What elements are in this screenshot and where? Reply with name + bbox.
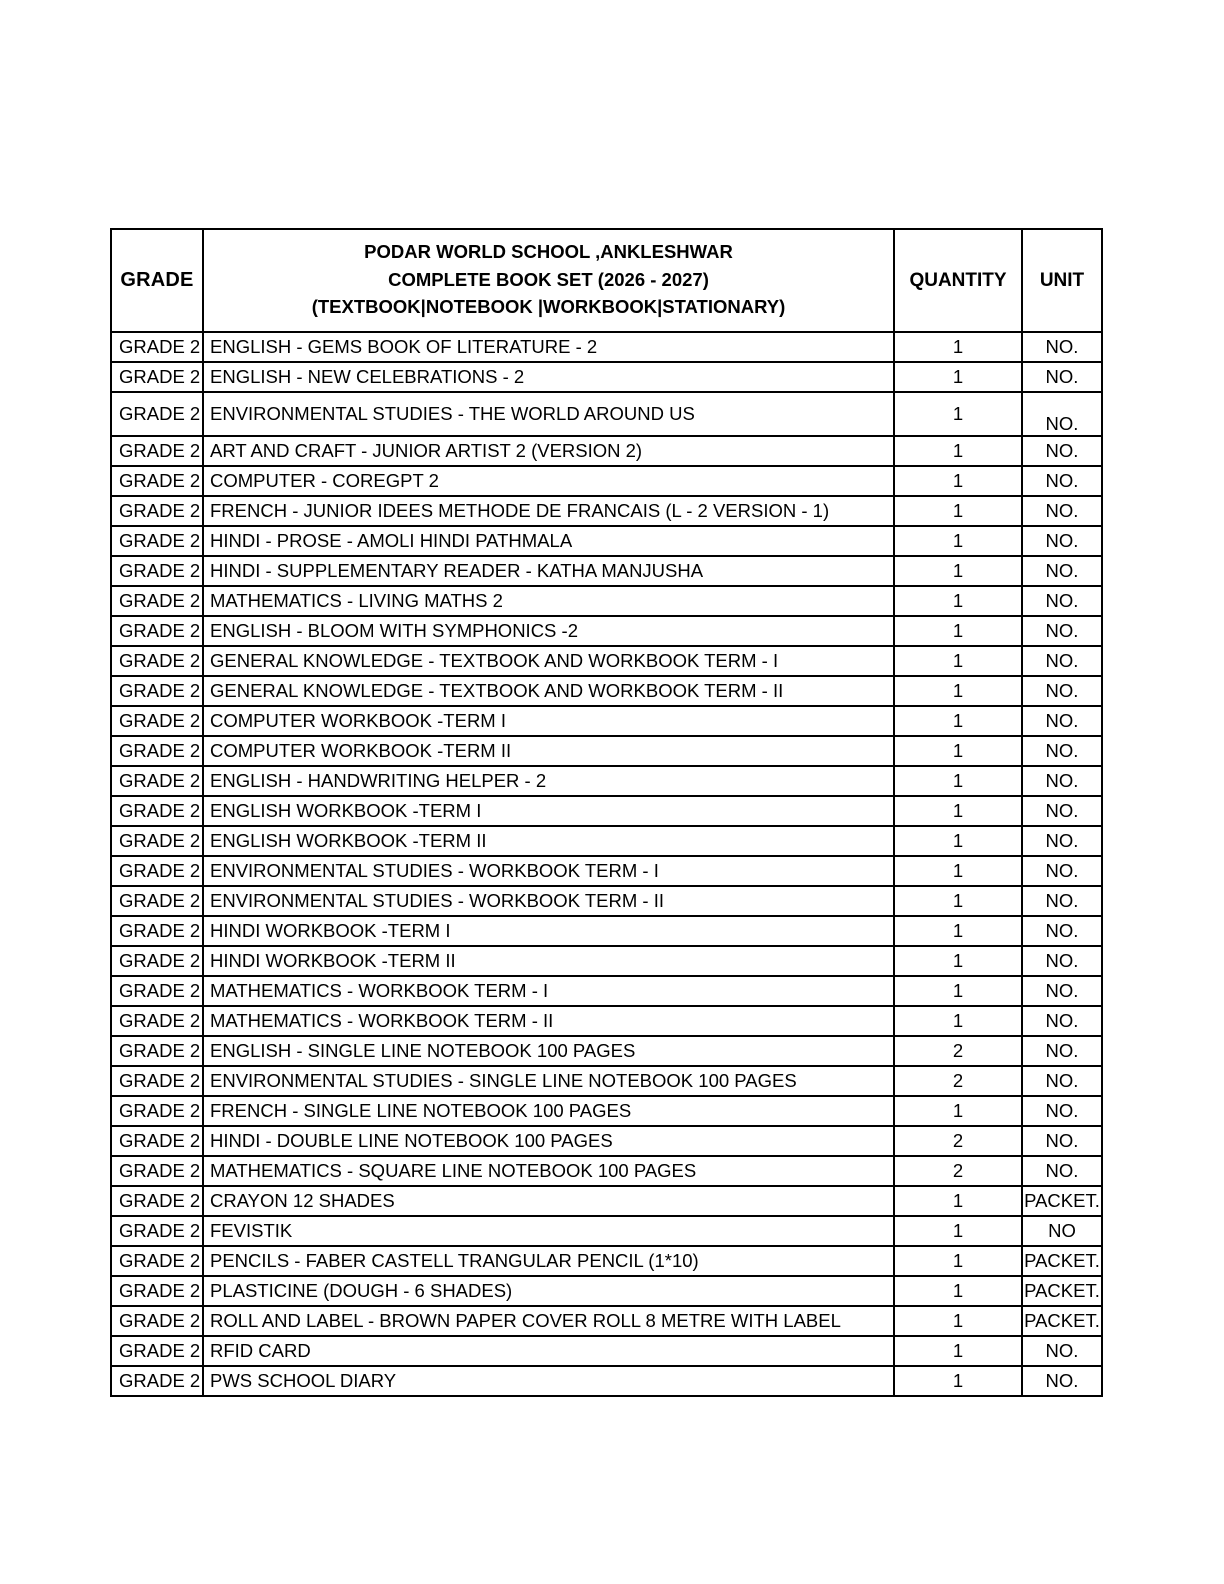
cell-grade: GRADE 2 (111, 1336, 203, 1366)
cell-description: FRENCH - JUNIOR IDEES METHODE DE FRANCAIS (L - 2 VERSION - 1) (203, 496, 894, 526)
cell-grade: GRADE 2 (111, 1126, 203, 1156)
cell-description: CRAYON 12 SHADES (203, 1186, 894, 1216)
cell-unit: NO. (1022, 706, 1102, 736)
table-row (111, 526, 1102, 556)
cell-quantity: 1 (894, 586, 1022, 616)
cell-unit: NO. (1022, 362, 1102, 392)
cell-quantity: 1 (894, 496, 1022, 526)
cell-grade: GRADE 2 (111, 332, 203, 362)
cell-grade: GRADE 2 (111, 1216, 203, 1246)
cell-unit: NO. (1022, 826, 1102, 856)
table-row (111, 1156, 1102, 1186)
cell-unit: PACKET. (1022, 1246, 1102, 1276)
table-row (111, 362, 1102, 392)
cell-unit: NO. (1022, 1006, 1102, 1036)
cell-description: PWS SCHOOL DIARY (203, 1366, 894, 1396)
cell-description: HINDI WORKBOOK -TERM II (203, 946, 894, 976)
cell-grade: GRADE 2 (111, 586, 203, 616)
cell-unit: NO. (1022, 1036, 1102, 1066)
cell-quantity: 1 (894, 976, 1022, 1006)
cell-quantity: 2 (894, 1066, 1022, 1096)
table-row (111, 976, 1102, 1006)
table-row (111, 1246, 1102, 1276)
cell-description: HINDI - DOUBLE LINE NOTEBOOK 100 PAGES (203, 1126, 894, 1156)
cell-grade: GRADE 2 (111, 1246, 203, 1276)
cell-grade: GRADE 2 (111, 1006, 203, 1036)
cell-unit: NO. (1022, 332, 1102, 362)
cell-description: ENVIRONMENTAL STUDIES - WORKBOOK TERM - II (203, 886, 894, 916)
cell-description: ENGLISH - BLOOM WITH SYMPHONICS -2 (203, 616, 894, 646)
table-row (111, 676, 1102, 706)
cell-unit: NO. (1022, 392, 1102, 436)
cell-quantity: 2 (894, 1156, 1022, 1186)
cell-grade: GRADE 2 (111, 616, 203, 646)
cell-quantity: 1 (894, 826, 1022, 856)
table-row (111, 496, 1102, 526)
table-row (111, 1126, 1102, 1156)
cell-description: ENGLISH WORKBOOK -TERM I (203, 796, 894, 826)
cell-unit: NO. (1022, 1066, 1102, 1096)
table-row (111, 1216, 1102, 1246)
cell-grade: GRADE 2 (111, 496, 203, 526)
cell-quantity: 1 (894, 556, 1022, 586)
cell-description: COMPUTER WORKBOOK -TERM I (203, 706, 894, 736)
cell-quantity: 1 (894, 1006, 1022, 1036)
cell-grade: GRADE 2 (111, 556, 203, 586)
cell-description: ENGLISH - SINGLE LINE NOTEBOOK 100 PAGES (203, 1036, 894, 1066)
cell-description: ENGLISH - GEMS BOOK OF LITERATURE - 2 (203, 332, 894, 362)
cell-unit: NO. (1022, 556, 1102, 586)
cell-description: COMPUTER WORKBOOK -TERM II (203, 736, 894, 766)
cell-quantity: 1 (894, 1276, 1022, 1306)
table-row (111, 1306, 1102, 1336)
table-body (111, 332, 1102, 1396)
cell-description: ENVIRONMENTAL STUDIES - WORKBOOK TERM - I (203, 856, 894, 886)
cell-unit: NO. (1022, 586, 1102, 616)
table-row (111, 646, 1102, 676)
cell-description: HINDI - PROSE - AMOLI HINDI PATHMALA (203, 526, 894, 556)
cell-unit: NO. (1022, 496, 1102, 526)
cell-grade: GRADE 2 (111, 736, 203, 766)
school-name: PODAR WORLD SCHOOL ,ANKLESHWAR (364, 241, 733, 263)
cell-grade: GRADE 2 (111, 886, 203, 916)
cell-quantity: 1 (894, 856, 1022, 886)
table-row (111, 826, 1102, 856)
column-header-grade: GRADE (111, 229, 203, 332)
cell-unit: NO. (1022, 646, 1102, 676)
book-set-year: COMPLETE BOOK SET (2026 - 2027) (388, 268, 709, 290)
cell-description: HINDI WORKBOOK -TERM I (203, 916, 894, 946)
cell-quantity: 1 (894, 392, 1022, 436)
table-row (111, 1006, 1102, 1036)
table-row (111, 466, 1102, 496)
cell-unit: NO (1022, 1216, 1102, 1246)
table-row (111, 766, 1102, 796)
cell-description: ENGLISH WORKBOOK -TERM II (203, 826, 894, 856)
table-title-header (203, 229, 894, 332)
cell-description: MATHEMATICS - WORKBOOK TERM - II (203, 1006, 894, 1036)
table-row (111, 1096, 1102, 1126)
table-row (111, 916, 1102, 946)
cell-unit: NO. (1022, 1156, 1102, 1186)
cell-grade: GRADE 2 (111, 916, 203, 946)
table-row (111, 1336, 1102, 1366)
cell-description: ART AND CRAFT - JUNIOR ARTIST 2 (VERSION 2) (203, 436, 894, 466)
cell-unit: NO. (1022, 526, 1102, 556)
cell-unit: NO. (1022, 1366, 1102, 1396)
cell-grade: GRADE 2 (111, 1276, 203, 1306)
table-row (111, 706, 1102, 736)
table-row (111, 886, 1102, 916)
cell-grade: GRADE 2 (111, 466, 203, 496)
table-row (111, 586, 1102, 616)
cell-grade: GRADE 2 (111, 1066, 203, 1096)
cell-grade: GRADE 2 (111, 1306, 203, 1336)
cell-unit: PACKET. (1022, 1276, 1102, 1306)
cell-grade: GRADE 2 (111, 766, 203, 796)
cell-quantity: 2 (894, 1126, 1022, 1156)
cell-quantity: 1 (894, 466, 1022, 496)
cell-unit: NO. (1022, 736, 1102, 766)
cell-quantity: 2 (894, 1036, 1022, 1066)
cell-grade: GRADE 2 (111, 392, 203, 436)
book-set-table (110, 228, 1103, 1397)
table-row (111, 736, 1102, 766)
cell-quantity: 1 (894, 332, 1022, 362)
cell-quantity: 1 (894, 766, 1022, 796)
cell-unit: PACKET. (1022, 1186, 1102, 1216)
table-row (111, 436, 1102, 466)
table-header-row (111, 229, 1102, 332)
cell-quantity: 1 (894, 1096, 1022, 1126)
cell-unit: NO. (1022, 1096, 1102, 1126)
cell-description: MATHEMATICS - SQUARE LINE NOTEBOOK 100 PAGES (203, 1156, 894, 1186)
cell-unit: NO. (1022, 766, 1102, 796)
table-row (111, 392, 1102, 436)
cell-quantity: 1 (894, 1246, 1022, 1276)
table-row (111, 946, 1102, 976)
cell-unit: NO. (1022, 676, 1102, 706)
cell-quantity: 1 (894, 436, 1022, 466)
cell-description: RFID CARD (203, 1336, 894, 1366)
cell-description: ENGLISH - NEW CELEBRATIONS - 2 (203, 362, 894, 392)
book-set-categories: (TEXTBOOK|NOTEBOOK |WORKBOOK|STATIONARY) (311, 296, 786, 318)
cell-quantity: 1 (894, 886, 1022, 916)
cell-description: ROLL AND LABEL - BROWN PAPER COVER ROLL 8 METRE WITH LABEL (203, 1306, 894, 1336)
table-row (111, 1036, 1102, 1066)
table-row (111, 616, 1102, 646)
cell-description: FRENCH - SINGLE LINE NOTEBOOK 100 PAGES (203, 1096, 894, 1126)
cell-grade: GRADE 2 (111, 1036, 203, 1066)
cell-description: GENERAL KNOWLEDGE - TEXTBOOK AND WORKBOOK TERM - II (203, 676, 894, 706)
cell-unit: NO. (1022, 976, 1102, 1006)
cell-quantity: 1 (894, 646, 1022, 676)
cell-description: PENCILS - FABER CASTELL TRANGULAR PENCIL (1*10) (203, 1246, 894, 1276)
cell-quantity: 1 (894, 526, 1022, 556)
cell-unit: NO. (1022, 796, 1102, 826)
cell-description: COMPUTER - COREGPT 2 (203, 466, 894, 496)
cell-unit: PACKET. (1022, 1306, 1102, 1336)
cell-grade: GRADE 2 (111, 362, 203, 392)
cell-unit: NO. (1022, 1126, 1102, 1156)
column-header-unit: UNIT (1022, 229, 1102, 332)
cell-quantity: 1 (894, 676, 1022, 706)
cell-grade: GRADE 2 (111, 706, 203, 736)
cell-grade: GRADE 2 (111, 796, 203, 826)
cell-grade: GRADE 2 (111, 1156, 203, 1186)
cell-description: ENVIRONMENTAL STUDIES - SINGLE LINE NOTEBOOK 100 PAGES (203, 1066, 894, 1096)
cell-description: ENVIRONMENTAL STUDIES - THE WORLD AROUND US (203, 392, 894, 436)
table-row (111, 1366, 1102, 1396)
cell-quantity: 1 (894, 1336, 1022, 1366)
cell-grade: GRADE 2 (111, 1186, 203, 1216)
cell-unit: NO. (1022, 466, 1102, 496)
cell-quantity: 1 (894, 736, 1022, 766)
cell-quantity: 1 (894, 706, 1022, 736)
cell-description: MATHEMATICS - WORKBOOK TERM - I (203, 976, 894, 1006)
cell-unit: NO. (1022, 946, 1102, 976)
cell-quantity: 1 (894, 946, 1022, 976)
cell-quantity: 1 (894, 1306, 1022, 1336)
table-row (111, 332, 1102, 362)
cell-description: GENERAL KNOWLEDGE - TEXTBOOK AND WORKBOOK TERM - I (203, 646, 894, 676)
cell-quantity: 1 (894, 1366, 1022, 1396)
cell-unit: NO. (1022, 886, 1102, 916)
table-row (111, 556, 1102, 586)
cell-unit: NO. (1022, 856, 1102, 886)
cell-description: ENGLISH - HANDWRITING HELPER - 2 (203, 766, 894, 796)
cell-quantity: 1 (894, 616, 1022, 646)
cell-grade: GRADE 2 (111, 1096, 203, 1126)
cell-quantity: 1 (894, 1186, 1022, 1216)
cell-description: PLASTICINE (DOUGH - 6 SHADES) (203, 1276, 894, 1306)
cell-quantity: 1 (894, 362, 1022, 392)
cell-unit: NO. (1022, 616, 1102, 646)
table-row (111, 856, 1102, 886)
cell-grade: GRADE 2 (111, 826, 203, 856)
table-row (111, 1066, 1102, 1096)
cell-grade: GRADE 2 (111, 676, 203, 706)
cell-grade: GRADE 2 (111, 436, 203, 466)
table-row (111, 1186, 1102, 1216)
table-row (111, 796, 1102, 826)
cell-quantity: 1 (894, 796, 1022, 826)
cell-unit: NO. (1022, 1336, 1102, 1366)
table-row (111, 1276, 1102, 1306)
cell-quantity: 1 (894, 916, 1022, 946)
column-header-quantity: QUANTITY (894, 229, 1022, 332)
cell-description: FEVISTIK (203, 1216, 894, 1246)
cell-description: MATHEMATICS - LIVING MATHS 2 (203, 586, 894, 616)
cell-grade: GRADE 2 (111, 526, 203, 556)
cell-grade: GRADE 2 (111, 1366, 203, 1396)
cell-description: HINDI - SUPPLEMENTARY READER - KATHA MANJUSHA (203, 556, 894, 586)
cell-grade: GRADE 2 (111, 946, 203, 976)
cell-unit: NO. (1022, 916, 1102, 946)
cell-grade: GRADE 2 (111, 976, 203, 1006)
cell-grade: GRADE 2 (111, 856, 203, 886)
cell-quantity: 1 (894, 1216, 1022, 1246)
cell-grade: GRADE 2 (111, 646, 203, 676)
cell-unit: NO. (1022, 436, 1102, 466)
table-header (111, 229, 1102, 332)
